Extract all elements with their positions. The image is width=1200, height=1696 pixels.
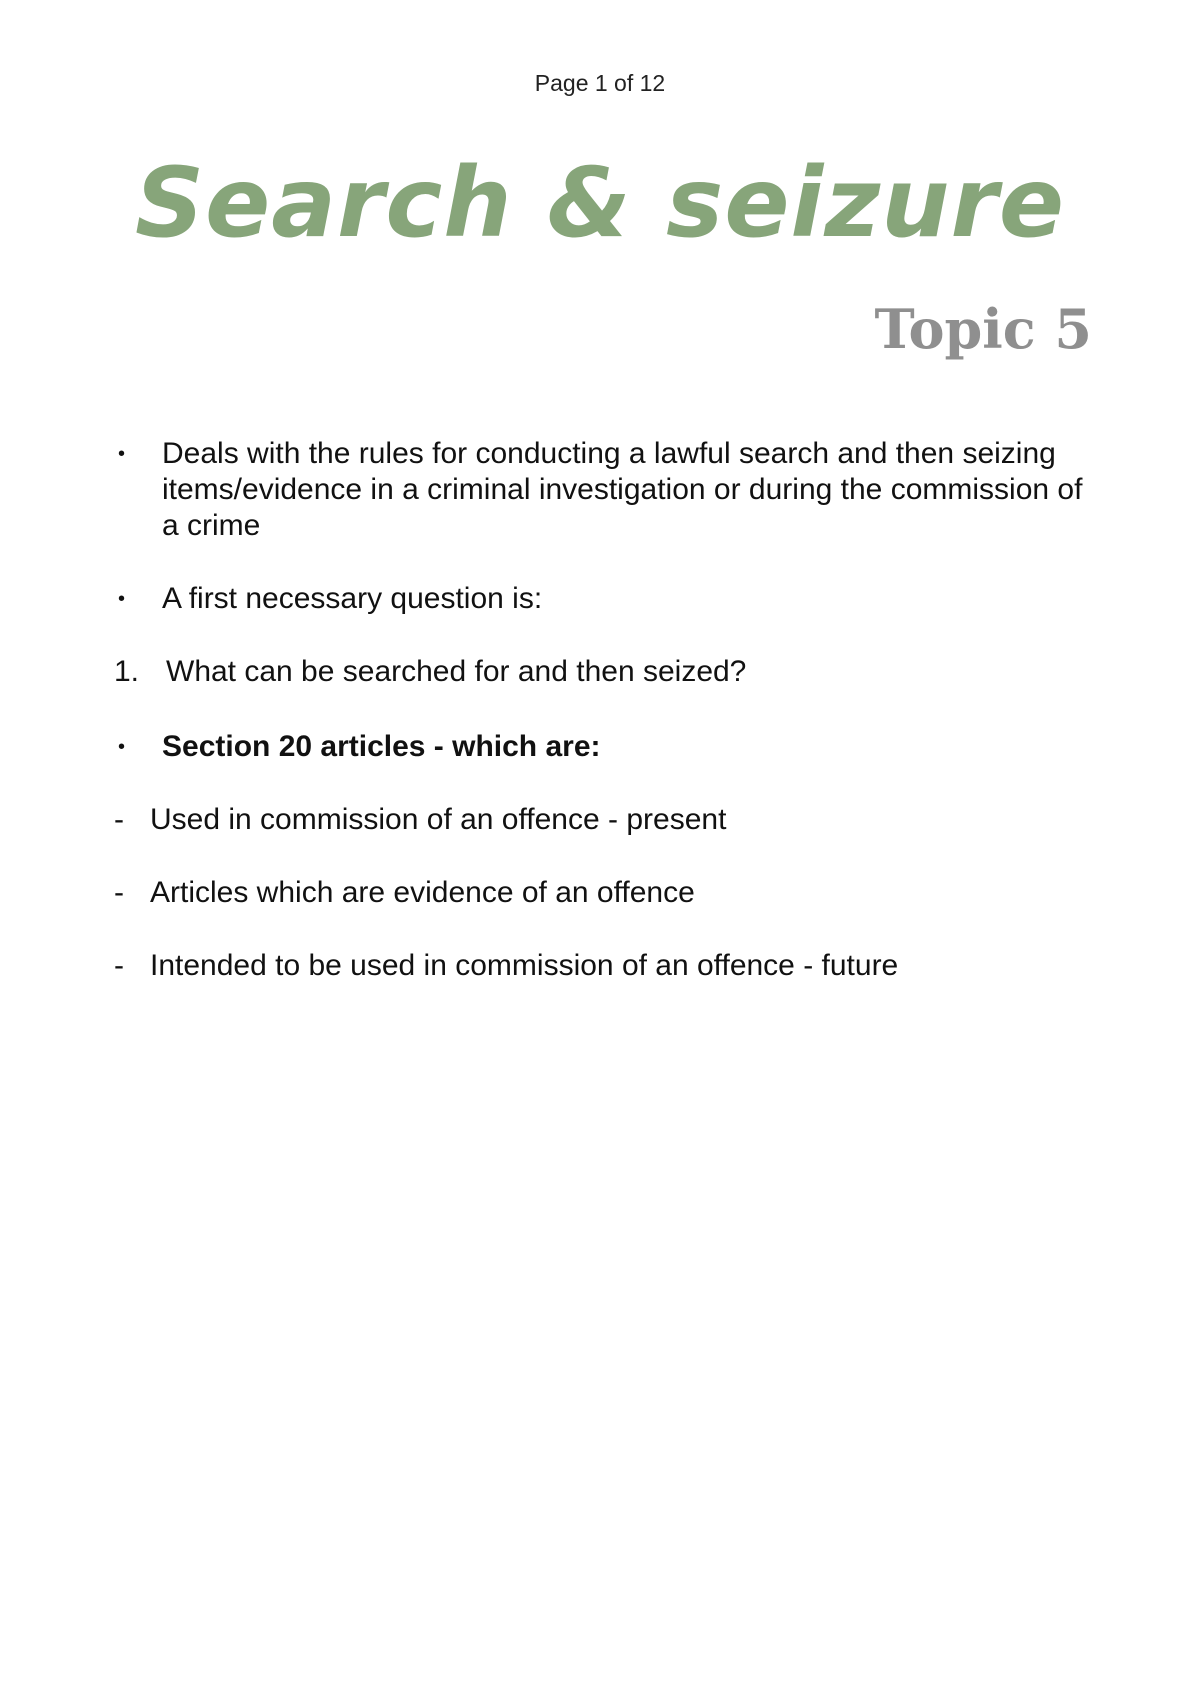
- section-heading: Section 20 articles - which are:: [162, 730, 601, 763]
- bullet-marker: •: [118, 588, 126, 610]
- bullet-text: A first necessary question is:: [162, 582, 543, 615]
- dash-marker: -: [114, 876, 124, 909]
- document-title: Search & seizure: [134, 147, 1065, 259]
- dash-item: [114, 802, 1094, 838]
- dash-text: Used in commission of an offence - present: [150, 803, 727, 836]
- dash-item: [114, 948, 1094, 984]
- bullet-item: [114, 436, 1094, 544]
- dash-text: Intended to be used in commission of an offence - future: [150, 949, 899, 982]
- dash-text: Articles which are evidence of an offence: [150, 876, 695, 909]
- numbered-text: What can be searched for and then seized?: [166, 655, 747, 688]
- dash-item: [114, 875, 1094, 911]
- bullet-marker: •: [118, 443, 126, 465]
- dash-marker: -: [114, 803, 124, 836]
- bullet-item: [114, 729, 1094, 765]
- bullet-marker: •: [118, 736, 126, 758]
- notes-content: [114, 436, 1094, 984]
- numbered-item: [114, 654, 1094, 690]
- page-number: Page 1 of 12: [534, 70, 666, 96]
- bullet-text: Deals with the rules for conducting a lawful search and then seizing items/evidence in a criminal investigation or during the commission of a crime: [162, 437, 1083, 542]
- number-marker: 1.: [114, 655, 140, 688]
- bullet-item: [114, 581, 1094, 617]
- topic-label: Topic 5: [874, 297, 1092, 361]
- dash-marker: -: [114, 949, 124, 982]
